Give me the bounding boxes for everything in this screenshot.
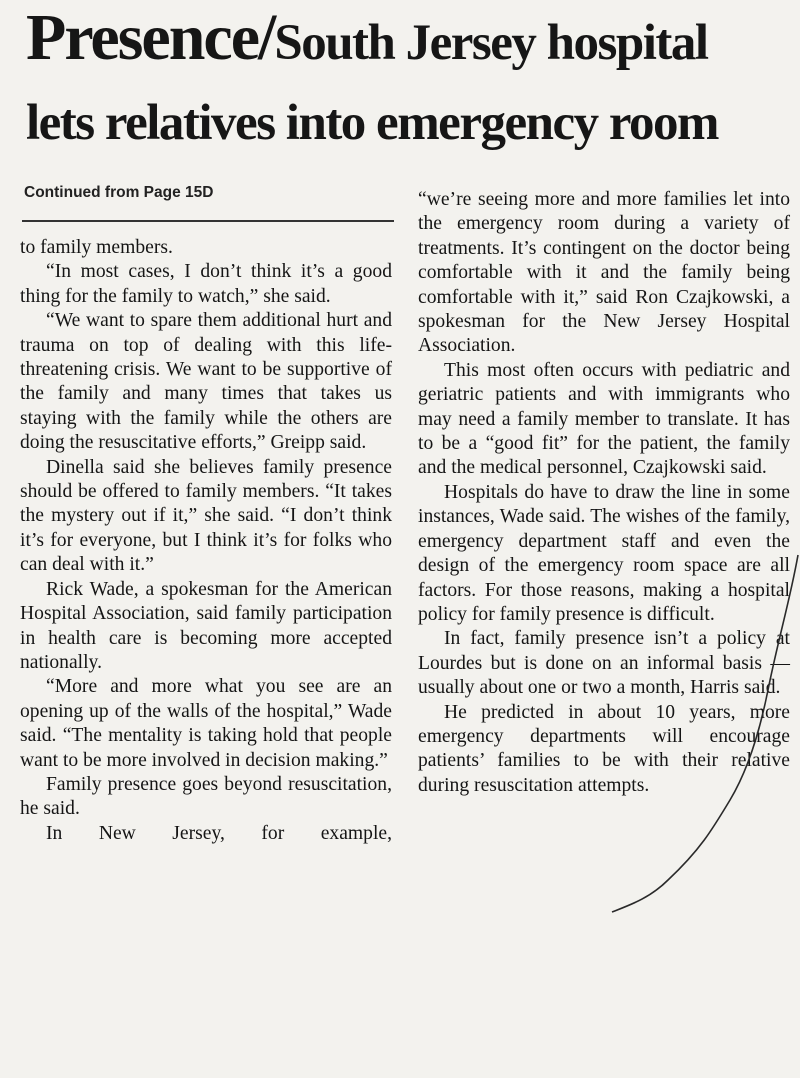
continued-from-label: Continued from Page 15D: [24, 184, 214, 201]
paragraph: Family presence goes beyond resuscitation, he said.: [20, 773, 392, 820]
paragraph: “More and more what you see are an opening up of the walls of the hospital,” Wade said. “The mentality is taking hold that people want to be more involved in decision making.”: [20, 676, 392, 771]
headline-line2: lets relatives into emergency room: [26, 95, 719, 151]
headline-kicker: Presence/: [26, 1, 275, 74]
paragraph: “we’re seeing more and more families let into the emergency room during a variety of treatments. It’s contingent on the doctor being comfortable with it and the family being comfortable with it,” said Ron Czajkowski, a spokesman for the New Jersey Hospital Association.: [418, 189, 790, 357]
headline-line1: South Jersey hospital: [274, 15, 708, 71]
paragraph: In New Jersey, for example,: [46, 822, 392, 844]
paragraph: Dinella said she believes family presence should be offered to family members. “It takes the mystery out if it,” she said. “I don’t think it’s for everyone, but I think it’s for folks who can deal with it.”: [20, 456, 392, 576]
article-column-left: [20, 236, 392, 846]
article-column-right: [418, 188, 790, 798]
paragraph: This most often occurs with pediatric and geriatric patients and with immigrants who may need a family member to translate. It has to be a “good fit” for the patient, the family and the medical personnel, Czajkowski said.: [418, 359, 790, 479]
paragraph: “In most cases, I don’t think it’s a good thing for the family to watch,” she said.: [20, 261, 392, 307]
paragraph: He predicted in about 10 years, more emergency departments will encourage patients’ families to be with their relative during resuscitation attempts.: [418, 701, 790, 796]
paragraph: In fact, family presence isn’t a policy at Lourdes but is done on an informal basis — usually about one or two a month, Harris said.: [418, 628, 790, 699]
paragraph: “We want to spare them additional hurt and trauma on top of dealing with this life-threatening crisis. We want to be supportive of the family and many times that takes us staying with the family while the others are doing the resuscitative efforts,” Greipp said.: [20, 310, 392, 454]
paragraph: Rick Wade, a spokesman for the American Hospital Association, said family participation in health care is becoming more accepted nationally.: [20, 578, 392, 673]
paragraph: to family members.: [20, 237, 173, 258]
divider-rule: [22, 220, 394, 222]
paragraph: Hospitals do have to draw the line in some instances, Wade said. The wishes of the family, emergency department staff and even the design of the emergency room space are all factors. For those reasons, making a hospital policy for family presence is difficult.: [418, 481, 790, 625]
headline: [26, 1, 786, 157]
